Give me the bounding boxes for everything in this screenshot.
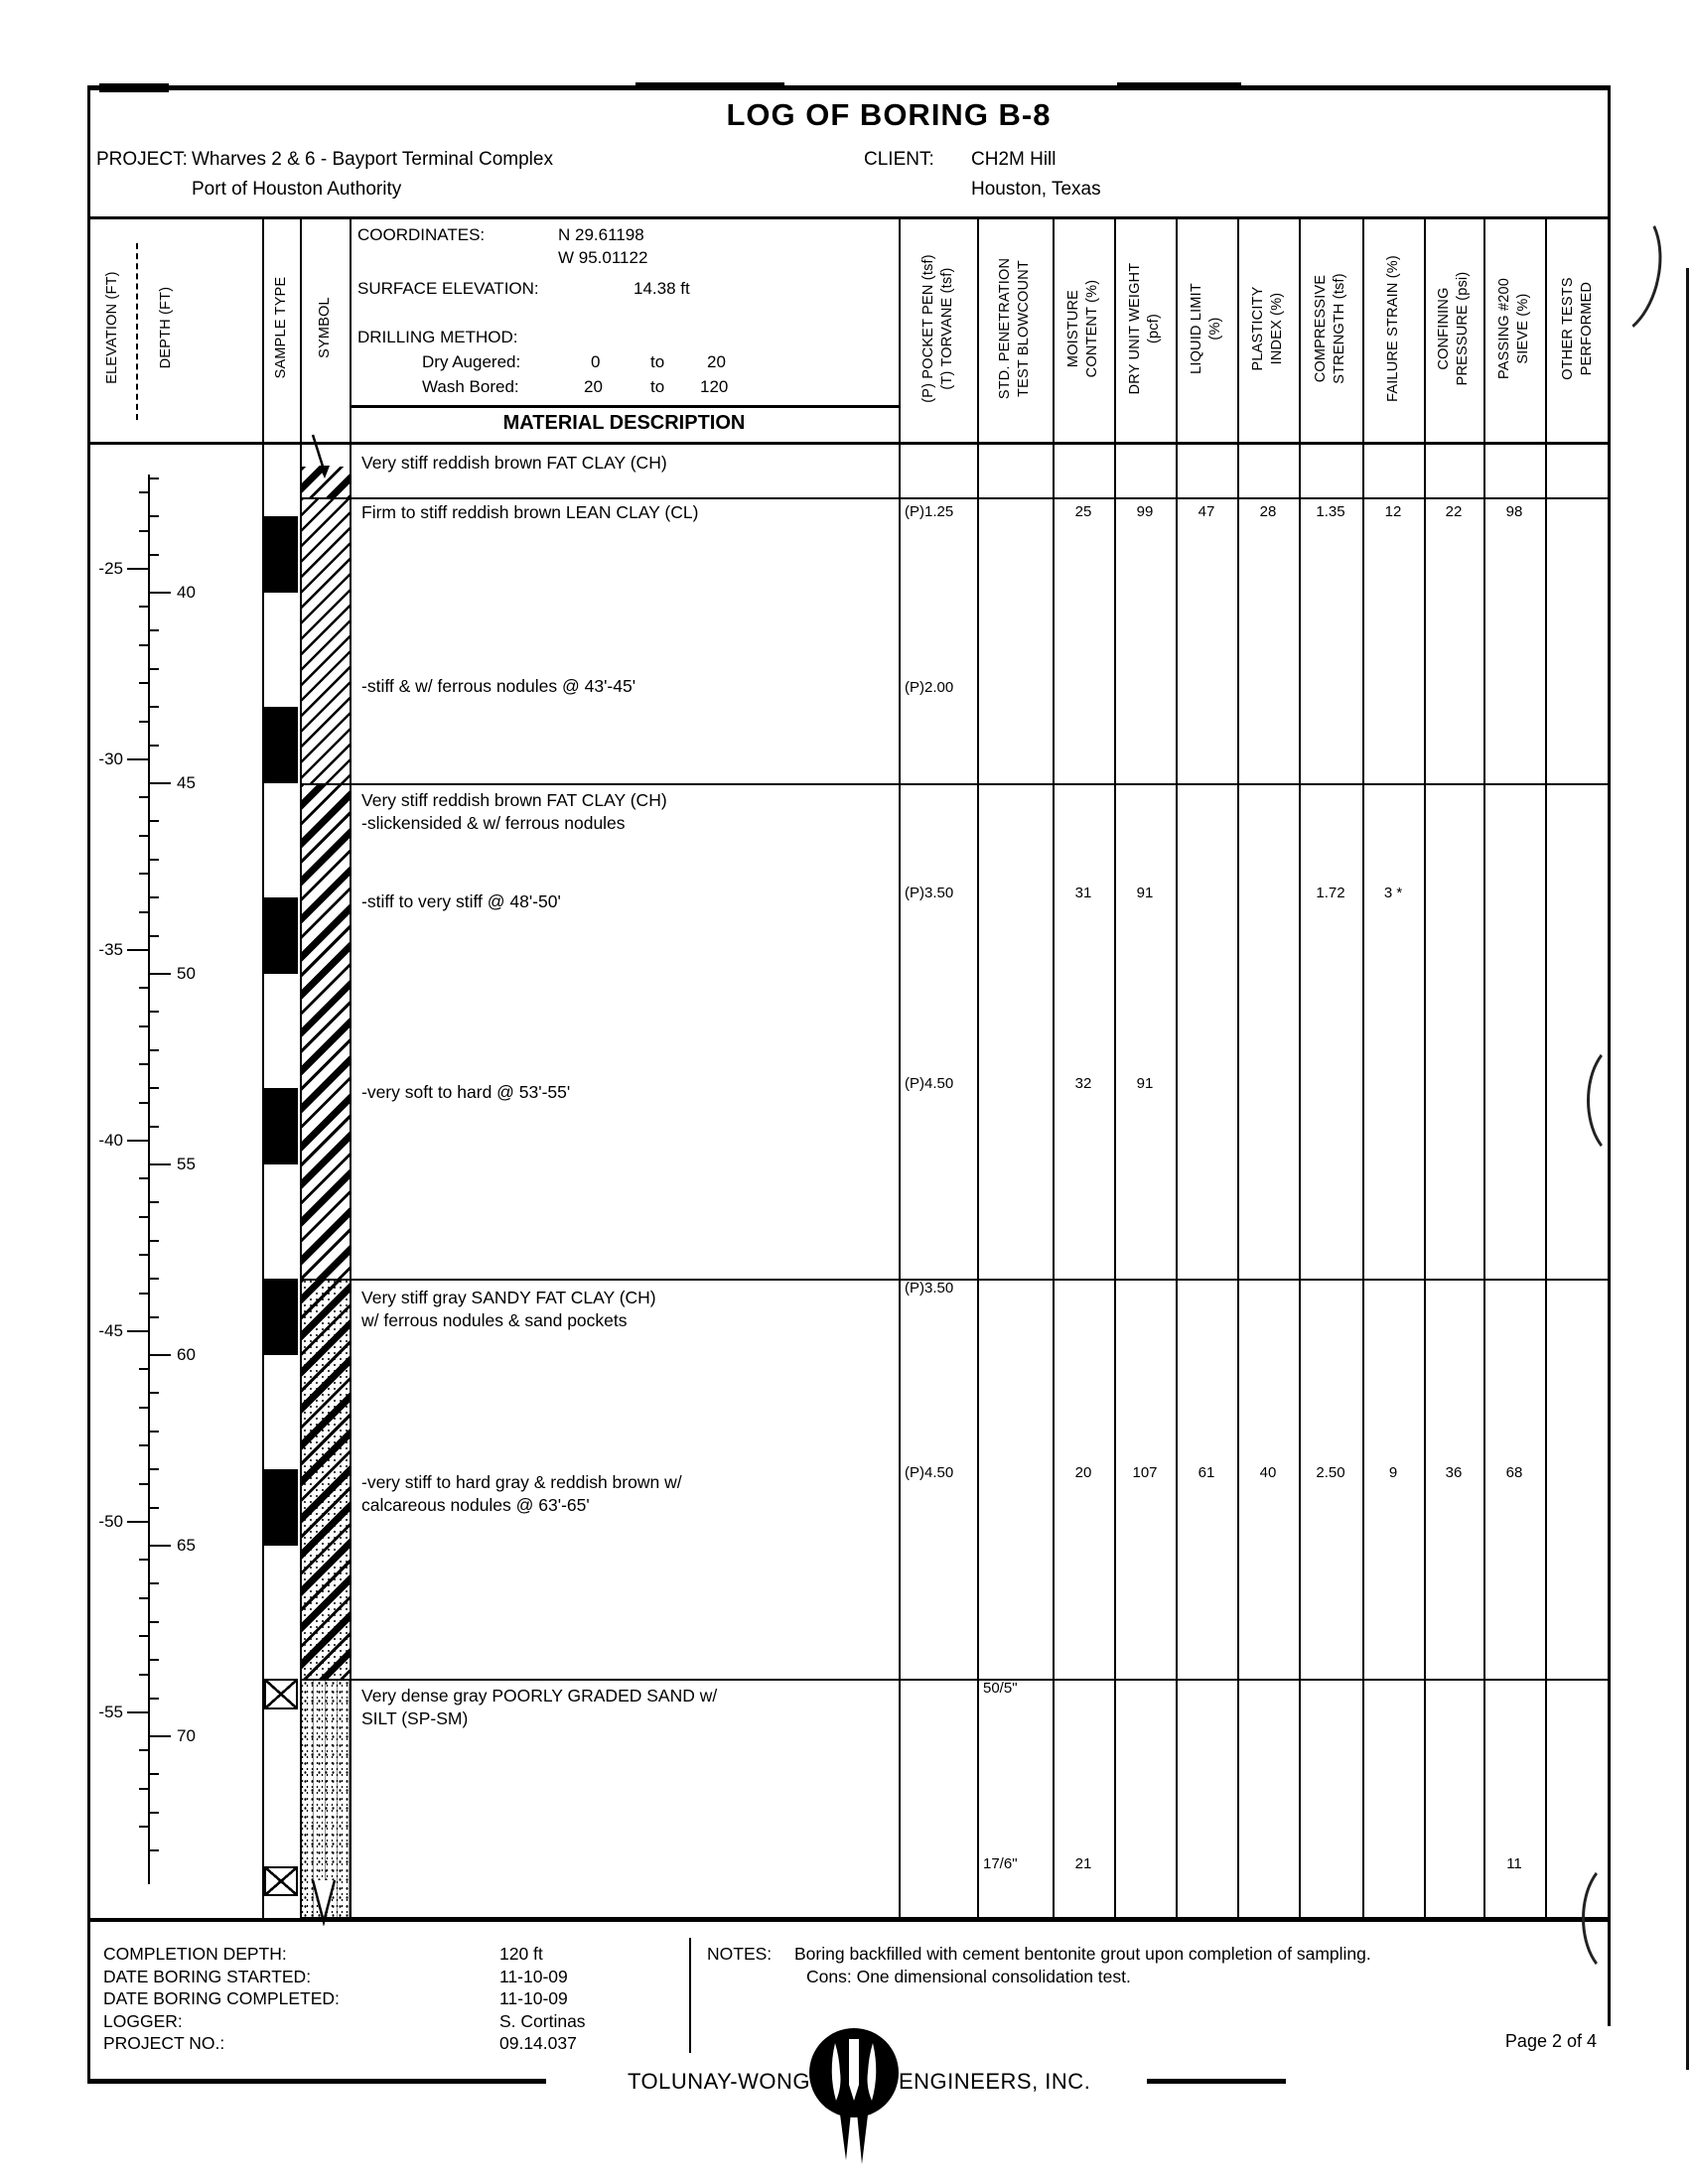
decorative-element: (pcf) bbox=[1146, 314, 1162, 343]
material-description-line: w/ ferrous nodules & sand pockets bbox=[361, 1309, 628, 1330]
decorative-element: INDEX (%) bbox=[1269, 292, 1285, 365]
material-description-line: -stiff to very stiff @ 48'-50' bbox=[361, 890, 561, 911]
test-value: 21 bbox=[1074, 1854, 1092, 1872]
footer-field-label: DATE BORING STARTED: bbox=[103, 1966, 312, 1986]
column-line bbox=[1424, 216, 1426, 1918]
test-value: 107 bbox=[1132, 1464, 1158, 1482]
test-value: (P)3.50 bbox=[905, 1279, 954, 1297]
material-description-line: -very stiff to hard gray & reddish brown w/ bbox=[361, 1472, 682, 1493]
decorative-element: LIQUID LIMIT bbox=[1189, 283, 1204, 374]
sample-tube-symbol bbox=[264, 897, 298, 974]
elevation-tick bbox=[139, 1293, 148, 1295]
test-value: 32 bbox=[1074, 1075, 1092, 1093]
depth-tick bbox=[150, 745, 159, 747]
test-value: 98 bbox=[1505, 503, 1523, 521]
depth-tick bbox=[150, 820, 159, 822]
axis-header-label: SAMPLE TYPE bbox=[272, 276, 289, 379]
layer-boundary-line bbox=[300, 783, 1611, 785]
elevation-tick bbox=[139, 1177, 148, 1179]
drilling-method-2-to: 120 bbox=[700, 377, 729, 396]
material-description-text bbox=[361, 1081, 890, 1104]
elevation-tick bbox=[139, 1368, 148, 1370]
elevation-label: -55 bbox=[98, 1703, 123, 1721]
material-description-line: SILT (SP-SM) bbox=[361, 1708, 469, 1729]
surface-elevation-value: 14.38 ft bbox=[634, 279, 690, 298]
test-value: 47 bbox=[1198, 503, 1215, 521]
elevation-tick bbox=[139, 1063, 148, 1065]
decorative-element: PLASTICITY bbox=[1250, 286, 1266, 371]
decorative-element bbox=[313, 1880, 335, 1922]
decorative-element: MOISTURE bbox=[1065, 289, 1081, 368]
footer-field-label: PROJECT NO.: bbox=[103, 2033, 225, 2053]
depth-tick bbox=[150, 478, 159, 479]
footer-field-label: DATE BORING COMPLETED: bbox=[103, 1988, 340, 2008]
depth-tick bbox=[150, 1278, 159, 1280]
depth-tick bbox=[150, 1163, 171, 1165]
depth-tick bbox=[150, 1011, 159, 1013]
notes-label: NOTES: bbox=[707, 1944, 773, 1964]
project-line-2: Port of Houston Authority bbox=[192, 179, 402, 200]
depth-label: 40 bbox=[177, 583, 196, 602]
decorative-element: FAILURE STRAIN (%) bbox=[1384, 255, 1401, 402]
drilling-method-1-from: 0 bbox=[591, 352, 601, 371]
column-line bbox=[1299, 216, 1301, 1918]
test-value: 36 bbox=[1445, 1464, 1463, 1482]
column-line bbox=[262, 216, 264, 1918]
test-value: 99 bbox=[1136, 503, 1154, 521]
test-value: 50/5" bbox=[983, 1680, 1018, 1697]
decorative-element: Wash Bored: bbox=[422, 377, 519, 396]
depth-tick bbox=[150, 1431, 159, 1433]
client-line-1: CH2M Hill bbox=[971, 149, 1057, 170]
depth-tick bbox=[150, 1582, 159, 1584]
depth-tick bbox=[150, 896, 159, 898]
test-value: 20 bbox=[1074, 1464, 1092, 1482]
column-line bbox=[1053, 216, 1055, 1918]
depth-tick bbox=[150, 592, 171, 594]
depth-tick bbox=[150, 1049, 159, 1051]
axis-header-label: DEPTH (FT) bbox=[157, 286, 174, 369]
test-value: 40 bbox=[1259, 1464, 1277, 1482]
elevation-label: -30 bbox=[98, 750, 123, 768]
test-value: (P)2.00 bbox=[905, 679, 954, 696]
bottom-rule-left bbox=[87, 2079, 546, 2084]
sample-tube-symbol bbox=[264, 707, 298, 783]
material-description-text bbox=[361, 1287, 890, 1332]
company-name-right: ENGINEERS, INC. bbox=[899, 2069, 1091, 2094]
elevation-tick bbox=[139, 1749, 148, 1751]
material-description-text bbox=[361, 452, 890, 475]
test-value: 91 bbox=[1136, 885, 1154, 902]
elevation-label: -25 bbox=[98, 559, 123, 578]
scale-ruler-line bbox=[148, 475, 150, 1884]
surface-elevation-label: SURFACE ELEVATION: bbox=[357, 279, 539, 298]
depth-label: 65 bbox=[177, 1536, 196, 1555]
decorative-element: Dry Augered: bbox=[422, 352, 521, 371]
depth-label: 55 bbox=[177, 1155, 196, 1173]
scan-curl-artifact bbox=[1582, 1858, 1657, 1979]
elevation-tick bbox=[139, 873, 148, 875]
material-description-text bbox=[361, 789, 890, 835]
coordinates-lon: W 95.01122 bbox=[558, 248, 648, 267]
decorative-element: PERFORMED bbox=[1579, 281, 1595, 376]
elevation-label: -40 bbox=[98, 1131, 123, 1150]
depth-tick bbox=[150, 1392, 159, 1394]
material-description-line: -very soft to hard @ 53'-55' bbox=[361, 1081, 571, 1102]
elevation-tick bbox=[139, 911, 148, 913]
depth-tick bbox=[150, 1698, 159, 1700]
layer-boundary-line bbox=[300, 1917, 1611, 1919]
decorative-element: PRESSURE (psi) bbox=[1455, 271, 1471, 386]
drilling-method-2-from: 20 bbox=[584, 377, 603, 396]
test-value: 25 bbox=[1074, 503, 1092, 521]
decorative-element: TEST BLOWCOUNT bbox=[1016, 260, 1032, 397]
depth-tick bbox=[150, 859, 159, 861]
footer-divider bbox=[689, 1938, 691, 2053]
depth-tick bbox=[150, 554, 159, 556]
material-description-text bbox=[361, 890, 890, 913]
notes-line-2: Cons: One dimensional consolidation test. bbox=[806, 1967, 1131, 1986]
column-line bbox=[350, 216, 352, 1918]
layer-boundary-line bbox=[300, 497, 1611, 499]
elevation-tick bbox=[139, 491, 148, 493]
footer-field-value: S. Cortinas bbox=[499, 2010, 586, 2031]
material-description-line: Very stiff reddish brown FAT CLAY (CH) bbox=[361, 789, 667, 810]
depth-tick bbox=[150, 782, 171, 784]
column-line bbox=[1483, 216, 1485, 1918]
notes-line-1: Boring backfilled with cement bentonite grout upon completion of sampling. bbox=[794, 1944, 1371, 1964]
elevation-tick bbox=[139, 1216, 148, 1218]
elevation-tick bbox=[139, 1102, 148, 1104]
depth-tick bbox=[150, 1545, 171, 1547]
elevation-tick bbox=[127, 568, 148, 570]
drilling-method-1-word: to bbox=[650, 352, 665, 371]
test-value: 22 bbox=[1445, 503, 1463, 521]
elevation-tick bbox=[139, 1826, 148, 1828]
elevation-tick bbox=[139, 606, 148, 608]
material-description-line: Very stiff gray SANDY FAT CLAY (CH) bbox=[361, 1287, 656, 1307]
elevation-tick bbox=[139, 1444, 148, 1446]
decorative-element: STD. PENETRATION bbox=[997, 257, 1013, 400]
elevation-tick bbox=[139, 1788, 148, 1790]
test-value: 11 bbox=[1506, 1854, 1522, 1872]
material-description-line: Firm to stiff reddish brown LEAN CLAY (CL) bbox=[361, 501, 699, 522]
page-indicator: Page 2 of 4 bbox=[1504, 2031, 1597, 2051]
elevation-tick bbox=[139, 835, 148, 837]
elevation-tick bbox=[127, 1711, 148, 1713]
material-description-text bbox=[361, 1471, 890, 1517]
drilling-method-label: DRILLING METHOD: bbox=[357, 328, 518, 346]
column-line bbox=[1545, 216, 1547, 1918]
depth-tick bbox=[150, 1507, 159, 1509]
test-value: 2.50 bbox=[1316, 1464, 1345, 1482]
elevation-tick bbox=[139, 987, 148, 989]
layer-boundary-line bbox=[300, 1279, 1611, 1281]
depth-tick bbox=[150, 1201, 159, 1203]
drilling-method-2-word: to bbox=[650, 377, 665, 396]
elevation-tick bbox=[139, 682, 148, 684]
decorative-element: SIEVE (%) bbox=[1515, 293, 1531, 364]
project-label: PROJECT: bbox=[96, 149, 188, 170]
elevation-tick bbox=[139, 1674, 148, 1676]
decorative-element bbox=[319, 466, 330, 478]
elevation-tick bbox=[139, 1597, 148, 1599]
elevation-tick bbox=[139, 1483, 148, 1485]
depth-tick bbox=[150, 1316, 159, 1318]
depth-tick bbox=[150, 1354, 171, 1356]
footer-field-value: 09.14.037 bbox=[499, 2033, 577, 2053]
axis-header-label: SYMBOL bbox=[316, 297, 333, 358]
continuation-arrow-bottom-icon bbox=[303, 1880, 347, 1926]
layer-boundary-line bbox=[300, 1679, 1611, 1681]
depth-label: 50 bbox=[177, 964, 196, 983]
sample-split-spoon-symbol bbox=[264, 1866, 298, 1897]
soil-symbol-sandy-fat-clay bbox=[302, 1279, 350, 1679]
depth-tick bbox=[150, 1126, 159, 1128]
footer-field-label: LOGGER: bbox=[103, 2010, 183, 2031]
column-line bbox=[1237, 216, 1239, 1918]
test-value: 1.35 bbox=[1316, 503, 1345, 521]
elevation-tick bbox=[127, 1521, 148, 1523]
decorative-element: (%) bbox=[1207, 317, 1223, 341]
decorative-element: DRY UNIT WEIGHT bbox=[1127, 262, 1143, 395]
bottom-rule-right bbox=[1147, 2079, 1286, 2084]
depth-tick bbox=[150, 629, 159, 631]
footer-field-value: 120 ft bbox=[499, 1944, 543, 1964]
column-line bbox=[1176, 216, 1178, 1918]
sample-tube-symbol bbox=[264, 516, 298, 593]
depth-label: 70 bbox=[177, 1726, 196, 1745]
decorative-element: (T) TORVANE (tsf) bbox=[938, 267, 955, 390]
axis-header-label: ELEVATION (FT) bbox=[103, 271, 120, 384]
elevation-tick bbox=[139, 644, 148, 646]
material-description-line: Very stiff reddish brown FAT CLAY (CH) bbox=[361, 452, 667, 473]
depth-tick bbox=[150, 1621, 159, 1623]
depth-tick bbox=[150, 1659, 159, 1661]
client-line-2: Houston, Texas bbox=[971, 179, 1101, 200]
footer-field-value: 11-10-09 bbox=[499, 1966, 568, 1986]
material-description-header: MATERIAL DESCRIPTION bbox=[502, 412, 746, 434]
depth-label: 60 bbox=[177, 1345, 196, 1364]
sample-tube-symbol bbox=[264, 1469, 298, 1546]
footer-field-label: COMPLETION DEPTH: bbox=[103, 1944, 287, 1964]
scan-edge-artifact bbox=[1686, 268, 1689, 2070]
elevation-tick bbox=[127, 1330, 148, 1332]
depth-label: 45 bbox=[177, 773, 196, 792]
elevation-tick bbox=[139, 1025, 148, 1027]
elevation-tick bbox=[127, 949, 148, 951]
company-logo bbox=[806, 2027, 902, 2166]
depth-tick bbox=[150, 706, 159, 708]
elevation-label: -45 bbox=[98, 1321, 123, 1340]
test-value: (P)4.50 bbox=[905, 1464, 954, 1482]
elevation-tick bbox=[139, 1407, 148, 1409]
elevation-tick bbox=[139, 796, 148, 798]
test-value: (P)3.50 bbox=[905, 885, 954, 902]
test-value: 1.72 bbox=[1316, 885, 1345, 902]
sample-tube-symbol bbox=[264, 1088, 298, 1164]
material-description-line: -slickensided & w/ ferrous nodules bbox=[361, 812, 626, 833]
depth-tick bbox=[150, 973, 171, 975]
continuation-arrow-top-icon bbox=[301, 433, 341, 480]
material-description-text bbox=[361, 501, 890, 524]
elevation-label: -35 bbox=[98, 940, 123, 959]
elevation-tick bbox=[139, 721, 148, 723]
elevation-tick bbox=[139, 1254, 148, 1256]
coordinates-label: COORDINATES: bbox=[357, 225, 486, 244]
test-value: 12 bbox=[1384, 503, 1402, 521]
depth-tick bbox=[150, 515, 159, 517]
material-description-line: Very dense gray POORLY GRADED SAND w/ bbox=[361, 1686, 718, 1706]
sample-split-spoon-symbol bbox=[264, 1679, 298, 1709]
material-description-text bbox=[361, 675, 890, 698]
scan-curl-artifact bbox=[1587, 1040, 1662, 1160]
decorative-element: CONFINING bbox=[1436, 287, 1452, 370]
material-description-text bbox=[361, 1685, 890, 1730]
elevation-tick bbox=[127, 758, 148, 760]
depth-tick bbox=[150, 668, 159, 670]
elevation-tick bbox=[139, 530, 148, 532]
test-value: 68 bbox=[1505, 1464, 1523, 1482]
depth-tick bbox=[150, 1087, 159, 1089]
depth-tick bbox=[150, 935, 159, 937]
elevation-tick bbox=[127, 1140, 148, 1142]
test-value: (P)1.25 bbox=[905, 503, 954, 521]
footer-field-value: 11-10-09 bbox=[499, 1988, 568, 2008]
decorative-element bbox=[839, 2107, 851, 2160]
test-value: 3 * bbox=[1383, 885, 1403, 902]
decorative-element: STRENGTH (tsf) bbox=[1332, 273, 1347, 384]
depth-tick bbox=[150, 1812, 159, 1814]
depth-tick bbox=[150, 1468, 159, 1470]
column-line bbox=[1114, 216, 1116, 1918]
depth-tick bbox=[150, 1240, 159, 1242]
column-line bbox=[977, 216, 979, 1918]
axis-header bbox=[215, 218, 434, 437]
elevation-label: -50 bbox=[98, 1512, 123, 1531]
column-line bbox=[1362, 216, 1364, 1918]
test-value: (P)4.50 bbox=[905, 1075, 954, 1093]
project-line-1: Wharves 2 & 6 - Bayport Terminal Complex bbox=[192, 149, 553, 170]
decorative-element: (P) POCKET PEN (tsf) bbox=[919, 254, 936, 403]
company-name-left: TOLUNAY-WONG bbox=[627, 2069, 810, 2094]
decorative-element bbox=[857, 2107, 869, 2164]
test-value: 9 bbox=[1388, 1464, 1398, 1482]
client-label: CLIENT: bbox=[864, 149, 934, 170]
material-description-line: calcareous nodules @ 63'-65' bbox=[361, 1495, 590, 1516]
material-description-line: -stiff & w/ ferrous nodules @ 43'-45' bbox=[361, 675, 636, 696]
page-title: LOG OF BORING B-8 bbox=[726, 97, 1052, 132]
test-value: 91 bbox=[1136, 1075, 1154, 1093]
decorative-element: PASSING #200 bbox=[1496, 277, 1512, 380]
test-value: 61 bbox=[1198, 1464, 1215, 1482]
decorative-element: OTHER TESTS bbox=[1560, 277, 1576, 380]
test-value: 17/6" bbox=[983, 1854, 1018, 1872]
depth-tick bbox=[150, 1735, 171, 1737]
column-line bbox=[899, 216, 901, 1918]
test-value: 31 bbox=[1074, 885, 1092, 902]
coordinates-lat: N 29.61198 bbox=[558, 225, 644, 244]
depth-tick bbox=[150, 1773, 159, 1775]
elevation-tick bbox=[139, 1635, 148, 1637]
test-value: 28 bbox=[1259, 503, 1277, 521]
sample-tube-symbol bbox=[264, 1279, 298, 1355]
decorative-element: COMPRESSIVE bbox=[1313, 274, 1329, 383]
soil-symbol-fat-clay bbox=[302, 783, 350, 1279]
decorative-element: CONTENT (%) bbox=[1084, 279, 1100, 378]
soil-symbol-lean-clay bbox=[302, 497, 350, 783]
drilling-method-1-to: 20 bbox=[707, 352, 726, 371]
elevation-tick bbox=[139, 1559, 148, 1561]
depth-tick bbox=[150, 1849, 159, 1851]
